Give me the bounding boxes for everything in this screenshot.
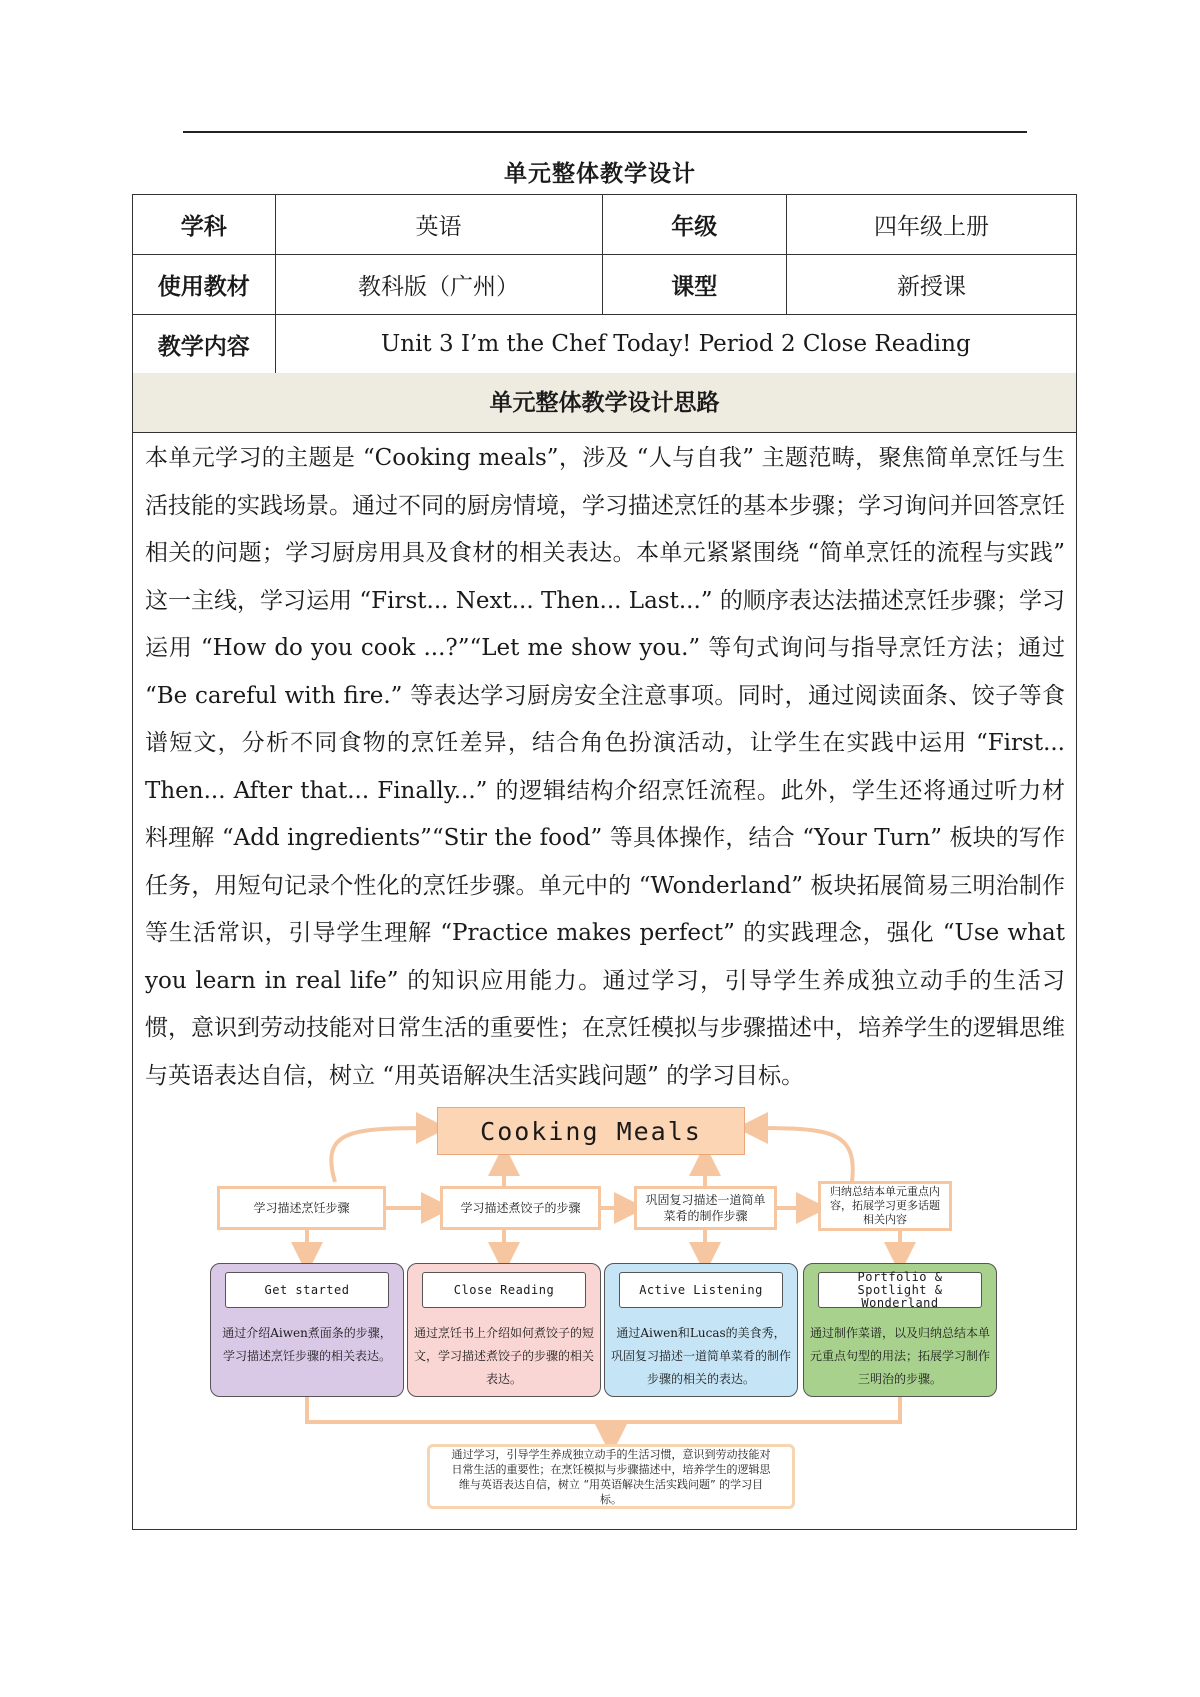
header-rule: [183, 131, 1027, 133]
step-2: 学习描述煮饺子的步骤: [440, 1186, 601, 1230]
grade-value: 四年级上册: [786, 195, 1076, 255]
grade-label: 年级: [602, 195, 786, 255]
content-label: 教学内容: [133, 315, 276, 374]
lesson-type-label: 课型: [602, 255, 786, 315]
card-active-listening: [604, 1263, 798, 1397]
step-4: 归纳总结本单元重点内容，拓展学习更多话题相关内容: [818, 1181, 952, 1231]
lesson-type-value: 新授课: [786, 255, 1076, 315]
flowchart-title: Cooking Meals: [437, 1107, 745, 1155]
card-get-started: [210, 1263, 404, 1397]
textbook-value: 教科版（广州）: [275, 255, 602, 315]
card-title: Close Reading: [422, 1272, 586, 1308]
card-portfolio-spotlight-wonderland: [803, 1263, 997, 1397]
page-title: 单元整体教学设计: [504, 160, 696, 187]
flowchart-summary: 通过学习，引导学生养成独立动手的生活习惯，意识到劳动技能对日常生活的重要性；在烹饪模拟与步骤描述中，培养学生的逻辑思维与英语表达自信，树立 “用英语解决生活实践问题” 的学习目标。: [427, 1444, 795, 1509]
content-value: Unit 3 I’m the Chef Today! Period 2 Close Reading: [275, 315, 1076, 374]
step-3: 巩固复习描述一道简单菜肴的制作步骤: [634, 1186, 777, 1230]
card-desc: 通过Aiwen和Lucas的美食秀，巩固复习描述一道简单菜肴的制作步骤的相关的表达。: [611, 1326, 792, 1386]
section-heading: 单元整体教学设计思路: [133, 373, 1076, 433]
card-title: Get started: [225, 1272, 389, 1308]
subject-value: 英语: [275, 195, 602, 255]
textbook-label: 使用教材: [133, 255, 276, 315]
card-desc: 通过介绍Aiwen煮面条的步骤，学习描述烹饪步骤的相关表达。: [222, 1326, 392, 1363]
design-paragraph: 本单元学习的主题是 “Cooking meals”，涉及 “人与自我” 主题范畴，聚焦简单烹饪与生活技能的实践场景。通过不同的厨房情境，学习描述烹饪的基本步骤；学习询问并回答烹饪相关的问题；学习厨房用具及食材的相关表达。本单元紧紧围绕 “简单烹饪的流程与实践” 这一主线，学习运用 “First... Next... Then... Last...” 的顺序表达法描述烹饪步骤；学习运用 “How do you cook ...?”“Let me show you.” 等句式询问与指导烹饪方法；通过 “Be careful with fire.” 等表达学习厨房安全注意事项。同时，通过阅读面条、饺子等食谱短文，分析不同食物的烹饪差异，结合角色扮演活动，让学生在实践中运用 “First... Then... After that... Finally...” 的逻辑结构介绍烹饪流程。此外，学生还将通过听力材料理解 “Add ingredients”“Stir the food” 等具体操作，结合 “Your Turn” 板块的写作任务，用短句记录个性化的烹饪步骤。单元中的 “Wonderland” 板块拓展简易三明治制作等生活常识，引导学生理解 “Practice makes perfect” 的实践理念，强化 “Use what you learn in real life” 的知识应用能力。通过学习，引导学生养成独立动手的生活习惯，意识到劳动技能对日常生活的重要性；在烹饪模拟与步骤描述中，培养学生的逻辑思维与英语表达自信，树立 “用英语解决生活实践问题” 的学习目标。: [145, 445, 1065, 1089]
card-desc: 通过烹饪书上介绍如何煮饺子的短文，学习描述煮饺子的步骤的相关表达。: [414, 1326, 595, 1386]
card-close-reading: [407, 1263, 601, 1397]
card-desc: 通过制作菜谱，以及归纳总结本单元重点句型的用法；拓展学习制作三明治的步骤。: [810, 1326, 991, 1386]
card-title: Active Listening: [619, 1272, 783, 1308]
meta-table: [132, 194, 1077, 374]
step-1: 学习描述烹饪步骤: [217, 1186, 386, 1230]
card-title: Portfolio & Spotlight & Wonderland: [818, 1272, 982, 1308]
subject-label: 学科: [133, 195, 276, 255]
